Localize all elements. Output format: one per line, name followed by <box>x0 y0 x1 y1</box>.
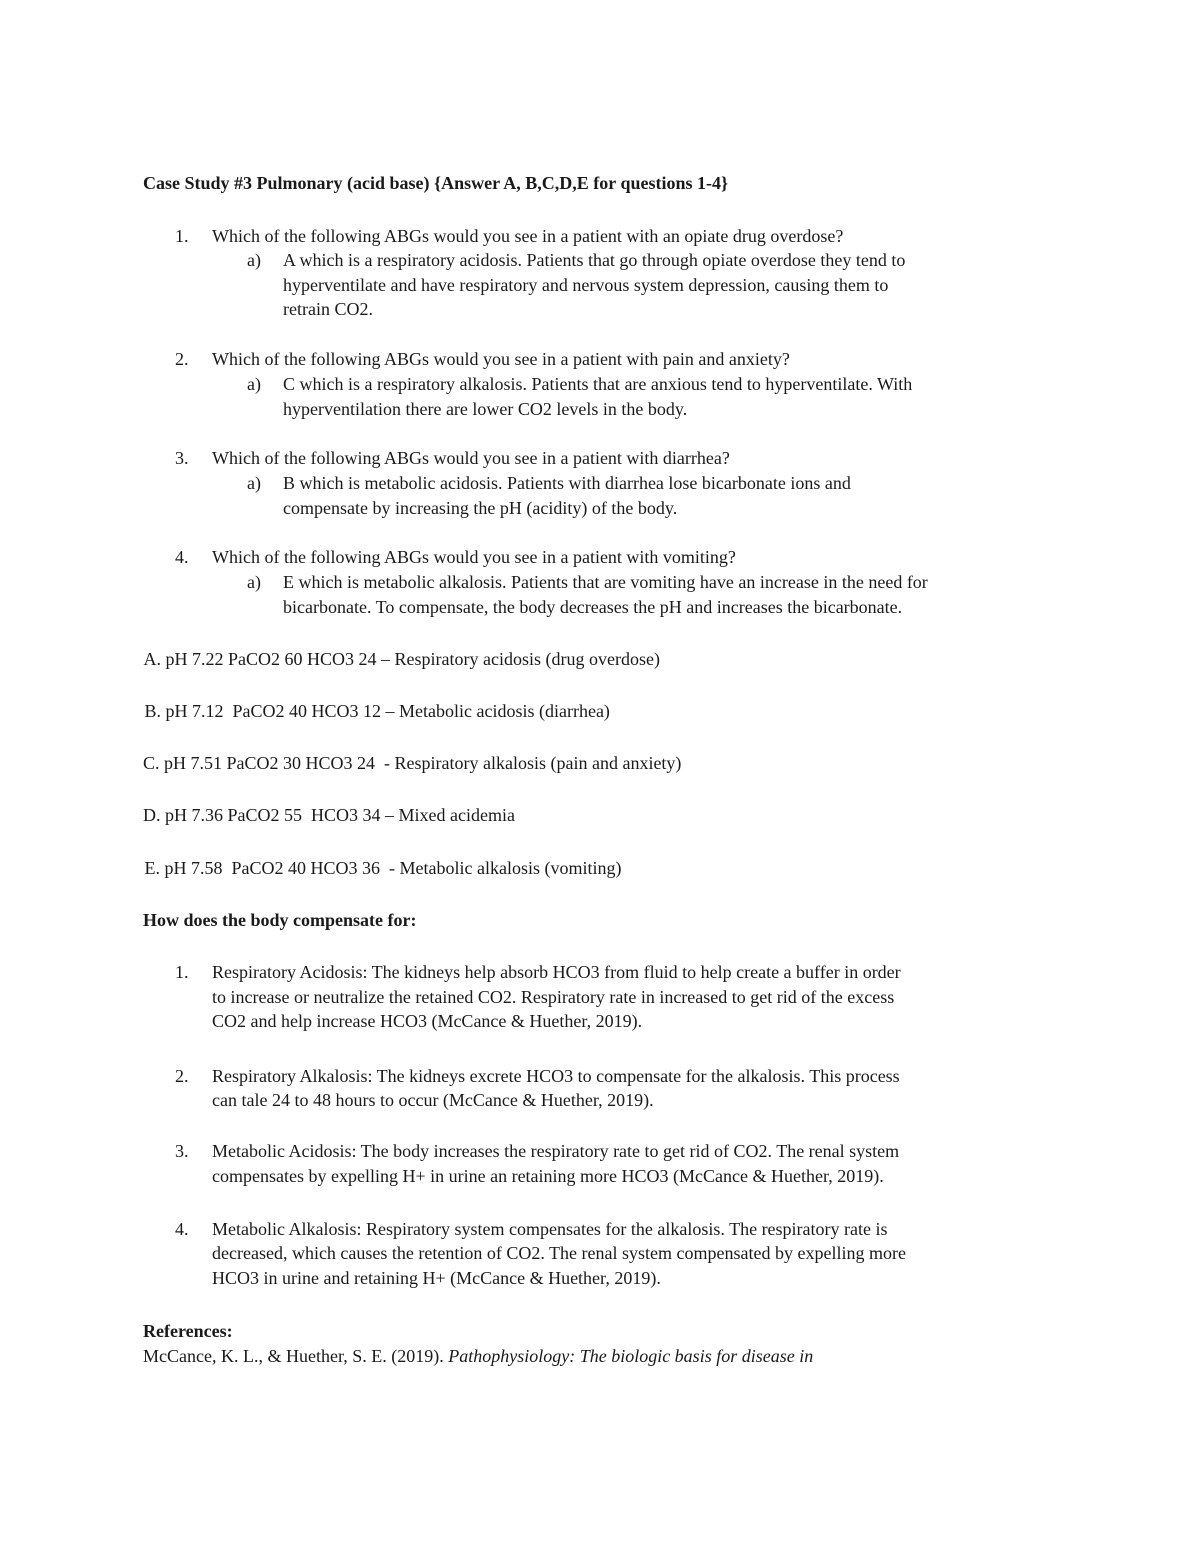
answer-line: bicarbonate. To compensate, the body decreases the pH and increases the bicarbonate. <box>283 597 903 617</box>
compensation-heading: How does the body compensate for: <box>143 910 417 930</box>
answer-marker: a) <box>247 250 261 270</box>
references-heading: References: <box>143 1321 233 1341</box>
answer-line: compensate by increasing the pH (acidity) of the body. <box>283 498 678 518</box>
answer-line: hyperventilation there are lower CO2 levels in the body. <box>283 399 688 419</box>
abg-option-e: E. pH 7.58 PaCO2 40 HCO3 36 - Metabolic alkalosis (vomiting) <box>140 858 622 878</box>
question-number: 4. <box>175 547 189 567</box>
compensation-line: to increase or neutralize the retained CO2. Respiratory rate in increased to get rid of the excess <box>212 987 895 1007</box>
answer-line: C which is a respiratory alkalosis. Patients that are anxious tend to hyperventilate. With <box>283 374 913 394</box>
answer-marker: a) <box>247 374 261 394</box>
reference-title: Pathophysiology: The biologic basis for disease in <box>448 1346 814 1366</box>
answer-line: retrain CO2. <box>283 299 373 319</box>
compensation-line: HCO3 in urine and retaining H+ (McCance & Huether, 2019). <box>212 1268 661 1288</box>
document-title: Case Study #3 Pulmonary (acid base) {Answer A, B,C,D,E for questions 1-4} <box>143 173 729 193</box>
question-text: Which of the following ABGs would you see in a patient with diarrhea? <box>212 448 730 468</box>
answer-marker: a) <box>247 473 261 493</box>
abg-option-b: B. pH 7.12 PaCO2 40 HCO3 12 – Metabolic acidosis (diarrhea) <box>140 701 610 721</box>
answer-marker: a) <box>247 572 261 592</box>
reference-authors: McCance, K. L., & Huether, S. E. (2019). <box>143 1346 449 1366</box>
answer-line: B which is metabolic acidosis. Patients with diarrhea lose bicarbonate ions and <box>283 473 851 493</box>
reference-entry <box>143 1344 813 1368</box>
compensation-line: CO2 and help increase HCO3 (McCance & Huether, 2019). <box>212 1011 643 1031</box>
compensation-line: Metabolic Acidosis: The body increases the respiratory rate to get rid of CO2. The renal system <box>212 1141 900 1161</box>
compensation-number: 4. <box>175 1219 189 1239</box>
question-text: Which of the following ABGs would you see in a patient with an opiate drug overdose? <box>212 226 844 246</box>
compensation-line: Metabolic Alkalosis: Respiratory system compensates for the alkalosis. The respiratory rate is <box>212 1219 888 1239</box>
compensation-number: 3. <box>175 1141 189 1161</box>
compensation-line: can tale 24 to 48 hours to occur (McCance & Huether, 2019). <box>212 1090 654 1110</box>
question-number: 2. <box>175 349 189 369</box>
compensation-line: decreased, which causes the retention of CO2. The renal system compensated by expelling more <box>212 1243 906 1263</box>
answer-line: hyperventilate and have respiratory and nervous system depression, causing them to <box>283 275 889 295</box>
abg-option-c: C. pH 7.51 PaCO2 30 HCO3 24 - Respiratory alkalosis (pain and anxiety) <box>143 753 682 773</box>
compensation-line: compensates by expelling H+ in urine an retaining more HCO3 (McCance & Huether, 2019). <box>212 1166 884 1186</box>
compensation-number: 2. <box>175 1066 189 1086</box>
question-number: 1. <box>175 226 189 246</box>
answer-line: A which is a respiratory acidosis. Patients that go through opiate overdose they tend to <box>283 250 906 270</box>
abg-option-a: A. pH 7.22 PaCO2 60 HCO3 24 – Respiratory acidosis (drug overdose) <box>140 649 660 669</box>
question-text: Which of the following ABGs would you see in a patient with vomiting? <box>212 547 736 567</box>
question-text: Which of the following ABGs would you see in a patient with pain and anxiety? <box>212 349 790 369</box>
compensation-line: Respiratory Alkalosis: The kidneys excrete HCO3 to compensate for the alkalosis. This process <box>212 1066 900 1086</box>
abg-option-d: D. pH 7.36 PaCO2 55 HCO3 34 – Mixed acidemia <box>143 805 515 825</box>
compensation-number: 1. <box>175 962 189 982</box>
question-number: 3. <box>175 448 189 468</box>
answer-line: E which is metabolic alkalosis. Patients that are vomiting have an increase in the need for <box>283 572 928 592</box>
compensation-line: Respiratory Acidosis: The kidneys help absorb HCO3 from fluid to help create a buffer in order <box>212 962 901 982</box>
